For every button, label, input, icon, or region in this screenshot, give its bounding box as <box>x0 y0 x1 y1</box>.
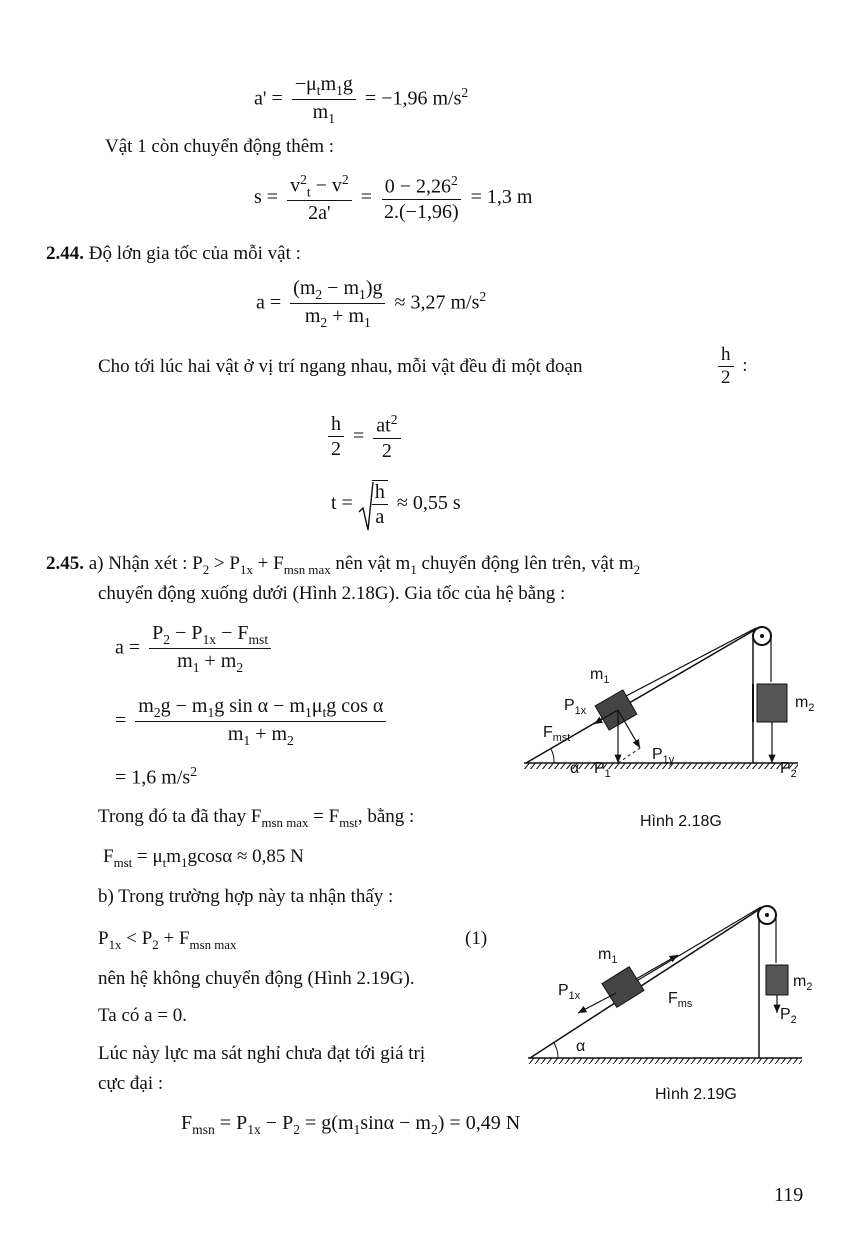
text-friction-2: cực đại : <box>98 1073 164 1094</box>
text-friction-1: Lúc này lực ma sát nghỉ chưa đạt tới giá trị <box>98 1043 426 1064</box>
sec244-heading: 2.44. Độ lớn gia tốc của mỗi vật : <box>46 243 301 264</box>
fig219-m2-label: $m_2$ <box>793 973 813 994</box>
eq-time: t = $\frac{h}{a}$ ≈ 0,55 s <box>331 480 461 529</box>
eq-fmst: $F_{mst} = \mu_tm_1gcos\alpha \approx 0,85$ N <box>103 846 304 870</box>
angle-arc <box>554 1043 558 1058</box>
text-a-zero: Ta có a = 0. <box>98 1005 188 1026</box>
frac-h-over-2: $\frac{h}{2}$ : <box>714 344 748 390</box>
text-part-b: b) Trong trường hợp này ta nhận thấy : <box>98 886 394 907</box>
fig218-caption: Hình 2.18G <box>640 813 722 830</box>
eq-deceleration: a' = $\frac{-\mu_tm_1g}{m_1}$ = −1,96 $m/s^2$ <box>254 73 469 126</box>
fig218-m1-label: $m_1$ <box>590 666 610 687</box>
text-replace: Trong đó ta đã thay $F_{msn max} = F_{mst}$, bằng : <box>98 806 415 830</box>
block-m1 <box>595 690 637 730</box>
text-vat1-moves: Vật 1 còn chuyển động thêm : <box>105 136 335 157</box>
fig219-caption: Hình 2.19G <box>655 1086 737 1103</box>
block-m1 <box>602 967 644 1008</box>
fig219-fms-label: $F_{ms}$ <box>668 990 693 1011</box>
text-no-move: nên hệ không chuyển động (Hình 2.19G). <box>98 968 415 989</box>
arrow-p1x <box>578 993 616 1013</box>
eq-accel-244: a = $\frac{(m_2 - m_1)g}{m_2 + m_1}$ ≈ 3,27 $m/s^2$ <box>256 277 487 330</box>
ineq-1: $P_{1x} < P_2 + F_{msn max}$ <box>98 928 237 952</box>
eq-system-accel-1: a = $\frac{P_2 - P_{1x} - F_{mst}}{m_1 + m_2}$ <box>115 622 275 676</box>
eq-system-accel-2: = $\frac{m_2g - m_1g \sin \alpha - m_1\mu_tg \cos \alpha}{m_1 + m_2}$ <box>115 695 390 749</box>
eq-system-accel-3: = 1,6 $m/s^2$ <box>115 764 197 789</box>
eq-final-friction: $F_{msn} = P_{1x} - P_2 = g(m_1\sin\alpha - m_2) = 0,49$ N <box>181 1112 521 1137</box>
pulley-axle <box>765 913 769 917</box>
sec245-line2: chuyển động xuống dưới (Hình 2.18G). Gia tốc của hệ bằng : <box>98 583 566 604</box>
ineq-number: (1) <box>465 928 488 949</box>
fig218-p1-label: $P_1$ <box>594 760 611 781</box>
fig218-p1x-label: $P_{1x}$ <box>564 697 587 718</box>
rope-incline <box>626 628 756 696</box>
angle-arc <box>551 749 554 763</box>
fig218-p2-label: $P_2$ <box>780 760 797 781</box>
block-m2 <box>757 684 787 722</box>
fig218-m2-label: $m_2$ <box>795 694 815 715</box>
sec245-line1: 2.45. a) Nhận xét : $P_2 > P_{1x} + F_{msn max}$ nên vật $m_1$ chuyển động lên trên, vật $m_2$ <box>46 553 641 577</box>
eq-h-half: $\frac{h}{2}$ = $\frac{at^2}{2}$ <box>324 412 405 463</box>
fig219-m1-label: $m_1$ <box>598 946 618 967</box>
fig219-p1x-label: $P_{1x}$ <box>558 982 581 1003</box>
ground-hatch <box>528 1058 802 1064</box>
fig218-p1y-label: $P_{1y}$ <box>652 746 675 767</box>
eq-distance: s = $\frac{v^2_t - v^2}{2a'}$ = $\frac{0 - 2,26^2}{2.(-1,96)}$ = 1,3 m <box>254 172 533 225</box>
figure-2-18g <box>518 618 810 793</box>
fig219-alpha-label: α <box>576 1038 586 1055</box>
dash-p1y <box>618 748 640 763</box>
page-number: 119 <box>774 1184 804 1206</box>
fig219-p2-label: $P_2$ <box>780 1006 797 1027</box>
fig218-alpha-label: α <box>570 760 580 777</box>
block-m2 <box>766 965 788 995</box>
fig218-fmst-label: $F_{mst}$ <box>543 724 571 745</box>
sqrt-sign-icon <box>358 480 374 532</box>
pulley-axle <box>760 634 764 638</box>
text-until-level: Cho tới lúc hai vật ở vị trí ngang nhau, mỗi vật đều đi một đoạn <box>98 356 583 377</box>
rope-incline <box>633 907 761 983</box>
